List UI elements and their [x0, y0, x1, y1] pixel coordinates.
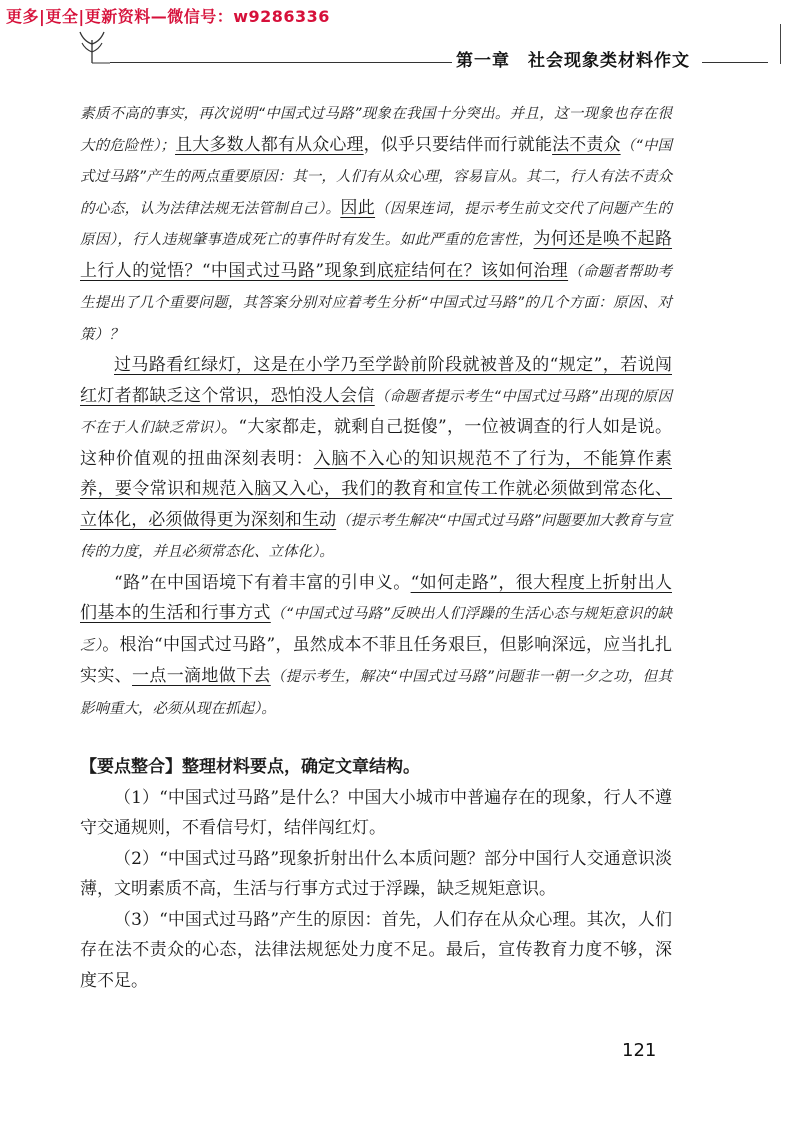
underlined-text: ，要令常识和规范入脑又入心，我们的教育和宣传工作就必须做到常态化、立体化，必须做得更为深刻和生动: [80, 479, 673, 530]
body-text: 。根治“中国式过马路”，虽然成本不菲且任务艰巨，但影响深远，应当扎扎实实、: [80, 634, 672, 686]
chapter-title: 第一章 社会现象类材料作文: [456, 51, 690, 71]
underlined-text: 且大多数人都有从众心理: [175, 134, 364, 155]
annotation-text: （“中国式过马路”反映出人们浮躁的生活心态与规矩意识的缺乏）: [80, 606, 673, 654]
section-spacer: [80, 724, 672, 752]
paragraph-3: [80, 568, 672, 725]
page-number: 121: [622, 1040, 657, 1061]
header-rule-left: [110, 62, 452, 63]
leaf-ornament-icon: [72, 30, 112, 64]
paragraph-1: [80, 98, 672, 350]
header-edge-bar: [780, 24, 781, 64]
paragraph-2: [80, 350, 672, 568]
underlined-text: 一点一滴地做下去: [132, 666, 271, 686]
annotation-text: 素质不高的事实，再次说明“中国式过马路”现象在我国十分突出。并且，这一现象也存在很大的危险性）；: [80, 106, 672, 154]
underlined-text: 过马路看红绿灯，这是在小学乃至学龄前阶段就被普及的“规定”，若说闯红灯者都缺乏这个常识，恐怕没人会信: [80, 355, 672, 406]
underlined-text: 入脑不入心的知识规范不了行为，不能算作素养: [80, 448, 672, 499]
watermark-text: 更多|更全|更新资料—微信号：w9286336: [6, 7, 330, 26]
underlined-text: 因此: [340, 197, 376, 218]
summary-item-2: （2）“中国式过马路”现象折射出什么本质问题？部分中国行人交通意识淡薄，文明素质不高，生活与行事方式过于浮躁，缺乏规矩意识。: [80, 848, 672, 899]
summary-intro: 整理材料要点，确定文章结构。: [182, 757, 420, 777]
body-text: ，似乎只要结伴而行就能: [363, 134, 553, 155]
annotation-text: （提示考生解决“中国式过马路”问题要加大教育与宣传的力度，并且必须常态化、立体化）。: [80, 512, 672, 560]
header-rule-right: [702, 62, 768, 63]
annotation-text: （命题者提示考生“中国式过马路”出现的原因不在于人们缺乏常识）: [80, 388, 672, 436]
underlined-text: “如何走路”，很大程度上折射出人们基本的生活和行事方式: [80, 572, 672, 623]
annotation-text: （提示考生，解决“中国式过马路”问题非一朝一夕之功，但其影响重大，必须从现在抓起）。: [80, 669, 673, 717]
summary-label: 【要点整合】: [80, 757, 182, 777]
annotation-text: （命题者帮助考生提出了几个重要问题，其答案分别对应着考生分析“中国式过马路”的几个方面：原因、对策）？: [80, 263, 672, 343]
underlined-text: 法不责众: [552, 134, 621, 155]
annotation-text: （因果连词，提示考生前文交代了问题产生的原因），行人违规肇事造成死亡的事件时有发生。如此严重的危害性，: [80, 200, 673, 248]
summary-item-3: （3）“中国式过马路”产生的原因：首先，人们存在从众心理。其次，人们存在法不责众的心态，法律法规惩处力度不足。最后，宣传教育力度不够，深度不足。: [80, 909, 672, 991]
annotation-text: （“中国式过马路”产生的两点重要原因：其一，人们有从众心理，容易盲从。其二，行人有法不责众的心态，认为法律法规无法管制自己）。: [80, 137, 673, 217]
body-text: “路”在中国语境下有着丰富的引申义。: [114, 572, 411, 593]
summary-item-1: （1）“中国式过马路”是什么？中国大小城市中普遍存在的现象，行人不遵守交通规则，不看信号灯，结伴闯红灯。: [80, 787, 672, 838]
underlined-text: 为何还是唤不起路上行人的觉悟？“中国式过马路”现象到底症结何在？该如何治理: [80, 229, 673, 281]
summary-heading: [80, 752, 672, 783]
body-text: 。“大家都走，就剩自己挺傻”，一位被调查的行人如是说。这种价值观的扭曲深刻表明：: [80, 417, 672, 469]
page-body: [80, 98, 672, 996]
